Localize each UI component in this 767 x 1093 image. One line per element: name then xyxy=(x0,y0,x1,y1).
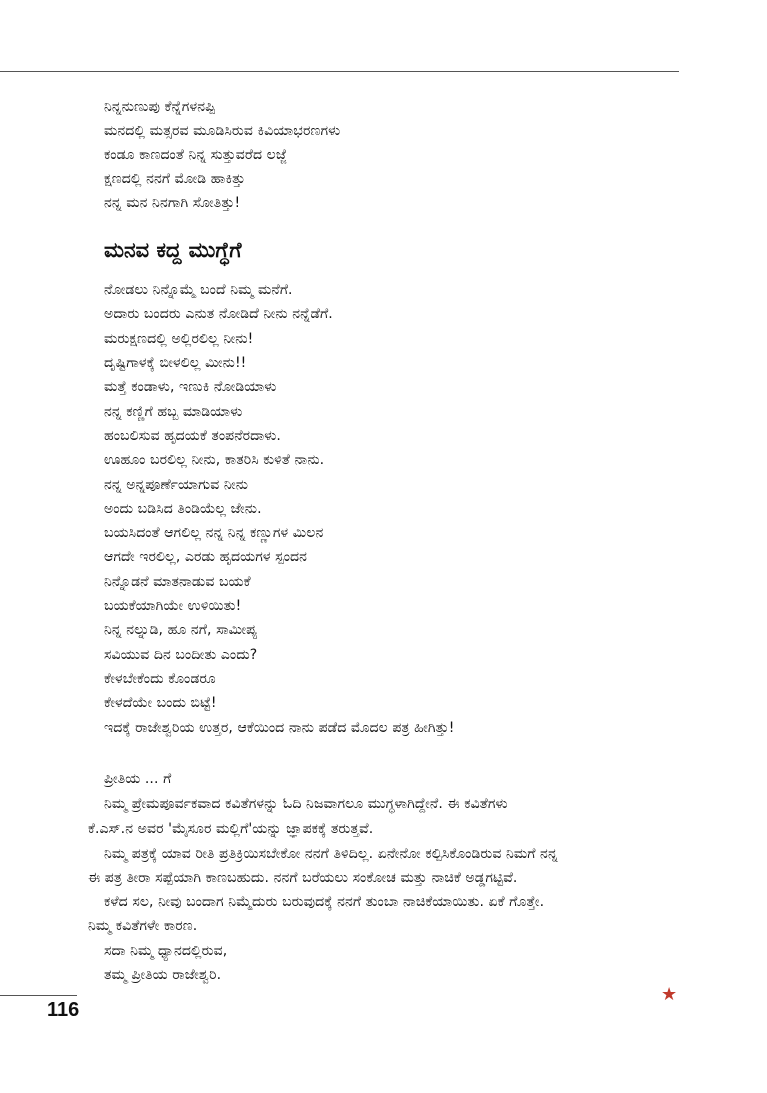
letter-line: ಈ ಪತ್ರ ತೀರಾ ಸಪ್ಪೆಯಾಗಿ ಕಾಣಬಹುದು. ನನಗೆ ಬರೆಯಲು ಸಂಕೋಚ ಮತ್ತು ನಾಚಿಕೆ ಅಡ್ಡಗಟ್ಟಿವೆ. xyxy=(88,870,518,886)
poem-line: ಕಂಡೂ ಕಾಣದಂತೆ ನಿನ್ನ ಸುತ್ತುವರೆದ ಲಜ್ಜೆ xyxy=(104,147,287,163)
poem-line: ಅಂದು ಬಡಿಸಿದ ತಿಂಡಿಯೆಲ್ಲ ಜೇನು. xyxy=(104,501,262,517)
poem-line: ಬಯಕೆಯಾಗಿಯೇ ಉಳಿಯಿತು! xyxy=(104,598,242,614)
star-icon: ★ xyxy=(661,984,678,1005)
poem-line: ನಿನ್ನೊಡನೆ ಮಾತನಾಡುವ ಬಯಕೆ xyxy=(104,574,251,590)
section-heading: ಮನವ ಕದ್ದ ಮುಗ್ಧೆಗೆ xyxy=(104,238,242,262)
letter-line: ನಿಮ್ಮ ಪ್ರೇಮಪೂರ್ವಕವಾದ ಕವಿತೆಗಳನ್ನು ಓದಿ ನಿಜವಾಗಲೂ ಮುಗ್ಧಳಾಗಿದ್ದೇನೆ. ಈ ಕವಿತೆಗಳು xyxy=(104,796,508,812)
poem-line: ಮನದಲ್ಲಿ ಮತ್ಸರವ ಮೂಡಿಸಿರುವ ಕಿವಿಯಾಭರಣಗಳು xyxy=(104,123,341,139)
footer-rule xyxy=(0,995,77,996)
poem-line: ನನ್ನ ಮನ ನಿನಗಾಗಿ ಸೋತಿತ್ತು! xyxy=(104,195,241,211)
poem-line: ಅದಾರು ಬಂದರು ಎನುತ ನೋಡಿದೆ ನೀನು ನನ್ನೆಡೆಗೆ. xyxy=(104,306,333,322)
poem-line: ಸವಿಯುವ ದಿನ ಬಂದೀತು ಎಂದು? xyxy=(104,647,258,663)
poem-line: ನಿನ್ನ ನಲ್ನುಡಿ, ಹೂ ನಗೆ, ಸಾಮೀಪ್ಯ xyxy=(104,622,258,638)
poem-line: ನನ್ನ ಅನ್ನಪೂರ್ಣೆಯಾಗುವ ನೀನು xyxy=(104,477,249,493)
narrative-line: ಇದಕ್ಕೆ ರಾಜೇಶ್ವರಿಯ ಉತ್ತರ, ಆಕೆಯಿಂದ ನಾನು ಪಡೆದ ಮೊದಲ ಪತ್ರ ಹೀಗಿತ್ತು! xyxy=(104,720,455,736)
letter-signature: ತಮ್ಮ ಪ್ರೀತಿಯ ರಾಜೇಶ್ವರಿ. xyxy=(104,967,222,983)
letter-line: ನಿಮ್ಮ ಪತ್ರಕ್ಕೆ ಯಾವ ರೀತಿ ಪ್ರತಿಕ್ರಿಯಿಸಬೇಕೋ ನನಗೆ ತಿಳಿದಿಲ್ಲ. ಏನೇನೋ ಕಲ್ಪಿಸಿಕೊಂಡಿರುವ ನಿಮಗೆ ನನ್ನ xyxy=(104,846,558,862)
poem-line: ನನ್ನ ಕಣ್ಣಿಗೆ ಹಬ್ಬ ಮಾಡಿಯಾಳು xyxy=(104,404,243,420)
poem-line: ನಿನ್ನನುಣುಪು ಕೆನ್ನೆಗಳನಪ್ಪಿ xyxy=(104,99,216,115)
poem-line: ಮತ್ತೆ ಕಂಡಾಳು, ಇಣುಕಿ ನೋಡಿಯಾಳು xyxy=(104,379,277,395)
poem-line: ಮರುಕ್ಷಣದಲ್ಲಿ ಅಲ್ಲಿರಲಿಲ್ಲ ನೀನು! xyxy=(104,331,254,347)
poem-line: ಬಯಸಿದಂತೆ ಆಗಲಿಲ್ಲ ನನ್ನ ನಿನ್ನ ಕಣ್ಣುಗಳ ಮಿಲನ xyxy=(104,525,324,541)
poem-line: ಊಹೂಂ ಬರಲಿಲ್ಲ ನೀನು, ಕಾತರಿಸಿ ಕುಳಿತೆ ನಾನು. xyxy=(104,452,325,468)
poem-line: ಕೇಳದೆಯೇ ಬಂದು ಬಿಟ್ಟೆ! xyxy=(104,695,217,711)
poem-line: ಆಗದೇ ಇರಲಿಲ್ಲ, ಎರಡು ಹೃದಯಗಳ ಸ್ಪಂದನ xyxy=(104,549,308,565)
poem-line: ಹಂಬಲಿಸುವ ಹೃದಯಕೆ ತಂಪನೆರದಾಳು. xyxy=(104,428,281,444)
page-number: 116 xyxy=(47,999,80,1021)
header-rule xyxy=(0,71,679,72)
letter-line: ನಿಮ್ಮ ಕವಿತೆಗಳೇ ಕಾರಣ. xyxy=(88,918,198,934)
poem-line: ದೃಷ್ಟಿಗಾಳಕ್ಕೆ ಬೀಳಲಿಲ್ಲ ಮೀನು!! xyxy=(104,355,247,371)
letter-line: ಕಳೆದ ಸಲ, ನೀವು ಬಂದಾಗ ನಿಮ್ಮೆದುರು ಬರುವುದಕ್ಕೆ ನನಗೆ ತುಂಬಾ ನಾಚಿಕೆಯಾಯಿತು. ಏಕೆ ಗೊತ್ತೇ. xyxy=(104,894,545,910)
letter-salutation: ಪ್ರೀತಿಯ ... ಗೆ xyxy=(104,771,172,787)
poem-line: ಕೇಳಬೇಕೆಂದು ಕೊಂಡರೂ xyxy=(104,671,216,687)
poem-line: ಕ್ಷಣದಲ್ಲಿ ನನಗೆ ಮೋಡಿ ಹಾಕಿತ್ತು xyxy=(104,171,246,187)
letter-closing: ಸದಾ ನಿಮ್ಮ ಧ್ಯಾನದಲ್ಲಿರುವ, xyxy=(104,943,228,959)
poem-line: ನೋಡಲು ನಿನ್ನೊಮ್ಮೆ ಬಂದೆ ನಿಮ್ಮ ಮನೆಗೆ. xyxy=(104,282,293,298)
letter-line: ಕೆ.ಎಸ್.ನ ಅವರ 'ಮೈಸೂರ ಮಲ್ಲಿಗೆ'ಯನ್ನು ಜ್ಞಾಪಕಕ್ಕೆ ತರುತ್ತವೆ. xyxy=(88,821,374,837)
